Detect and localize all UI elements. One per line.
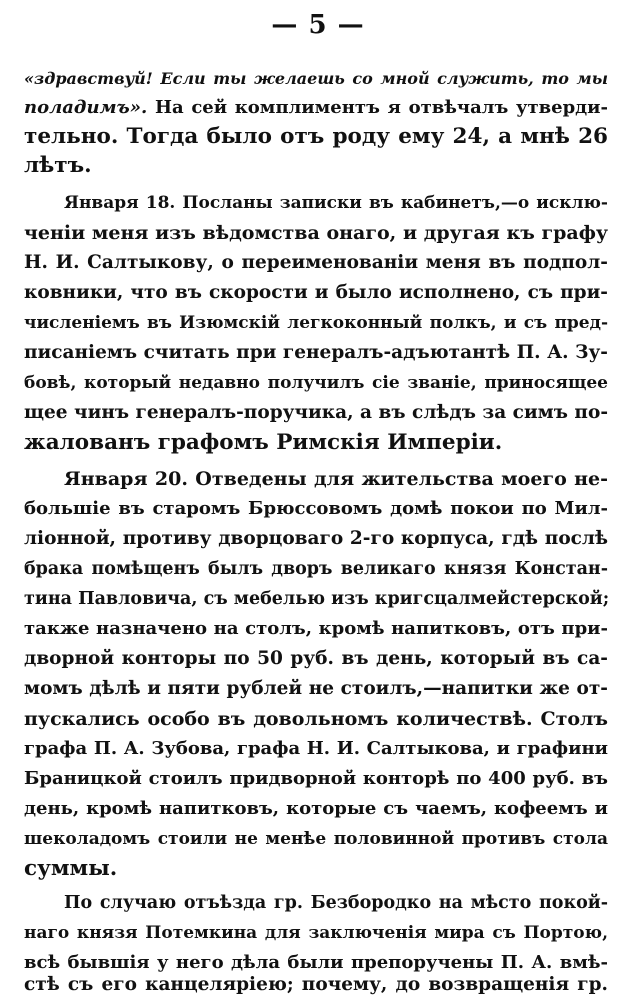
text-line: брака помѣщенъ былъ дворъ великаго князя Констан-	[24, 559, 608, 579]
text-line: также назначено на столъ, кромѣ напитковъ, отъ при-	[24, 618, 608, 639]
text-line: тельно. Тогда было отъ роду ему 24, а мнѣ 26	[24, 124, 608, 149]
text-line: лѣтъ.	[24, 153, 92, 178]
text-line: ченіи меня изъ вѣдомства онаго, и другая къ графу	[24, 222, 608, 244]
text-line: пускались особо въ довольномъ количествѣ. Столъ	[24, 708, 608, 730]
page-number: — 5 —	[271, 10, 365, 40]
text-line: момъ дѣлѣ и пяти рублей не стоилъ,—напитки же от-	[24, 678, 608, 699]
text-line: численіемъ въ Изюмскій легкоконный полкъ, и съ пред-	[24, 313, 608, 333]
text-line: шеколадомъ стоили не менѣе половинной противъ стола	[24, 829, 608, 849]
text-line: большіе въ старомъ Брюссовомъ домѣ покои по Мил-	[24, 498, 608, 519]
text-line: Января 20. Отведены для жительства моего не-	[64, 468, 608, 490]
text-line: графа П. А. Зубова, графа Н. И. Салтыкова, и графини	[24, 738, 608, 759]
text-line: Н. И. Салтыкову, о переименованіи меня въ подпол-	[24, 252, 608, 273]
text-line: ковники, что въ скорости и было исполнено, съ при-	[24, 282, 608, 303]
text-line: ліонной, противу дворцоваго 2-го корпуса, гдѣ послѣ	[24, 528, 608, 549]
text-line: стѣ съ его канцеляріею; почему, до возвращенія гр.	[24, 974, 608, 995]
text-line: наго князя Потемкина для заключенія мира съ Портою,	[24, 923, 608, 943]
text-line: По случаю отъѣзда гр. Безбородко на мѣсто покой-	[64, 893, 608, 913]
text-line: день, кромѣ напитковъ, которые съ чаемъ, кофеемъ и	[24, 798, 608, 819]
text-line: щее чинъ генералъ-поручика, а въ слѣдъ за симъ по-	[24, 402, 608, 423]
text-line: писаніемъ считать при генералъ-адъютантѣ П. А. Зу-	[24, 342, 608, 363]
text-line: всѣ бывшія у него дѣла были препоручены П. А. вмѣ-	[24, 952, 608, 973]
text-line	[24, 64, 608, 94]
italic-segment: «здравствуй! Если ты желаешь со мной служить, то мы	[24, 69, 608, 88]
text-line: жалованъ графомъ Римскія Имперіи.	[24, 430, 503, 455]
text-line: Января 18. Посланы записки въ кабинетъ,—о исклю-	[64, 193, 608, 213]
text-line: суммы.	[24, 856, 118, 881]
italic-segment: поладимъ».	[24, 97, 148, 118]
text-line: Браницкой стоилъ придворной конторѣ по 400 руб. въ	[24, 768, 608, 789]
text-line: тина Павловича, съ мебелью изъ кригсцалмейстерской;	[24, 589, 610, 609]
text-line: поладимъ». На сей комплиментъ я отвѣчалъ утверди-	[24, 97, 608, 118]
text-line: дворной конторы по 50 руб. въ день, который въ са-	[24, 648, 608, 669]
text-line: бовѣ, который недавно получилъ сіе званіе, приносящее	[24, 373, 608, 393]
